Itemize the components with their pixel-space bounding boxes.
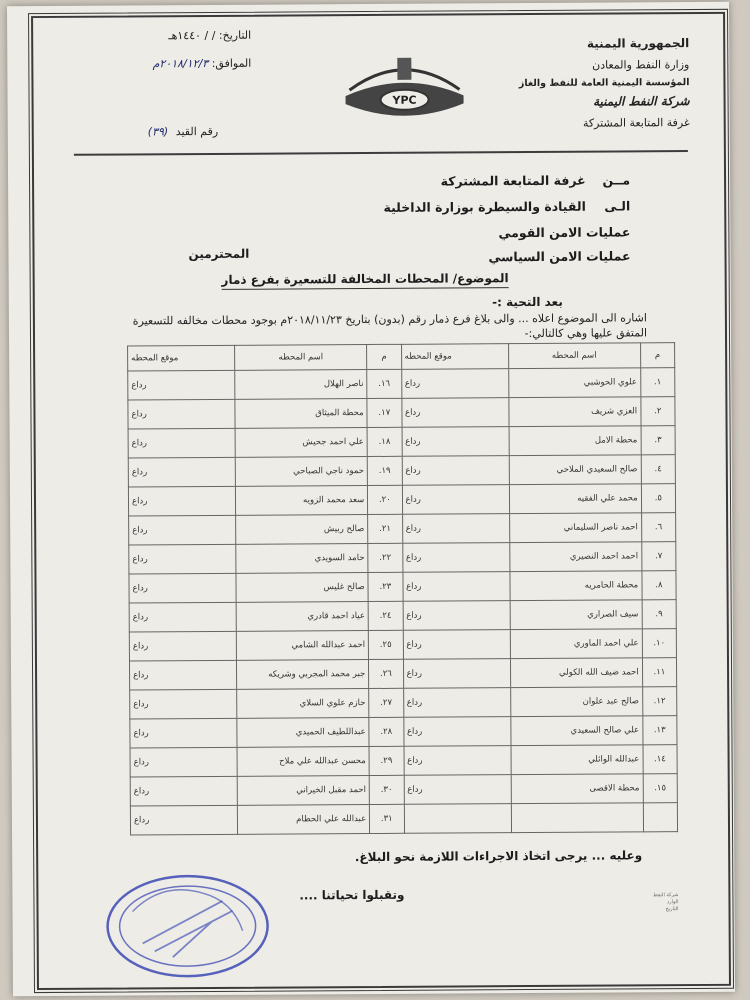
- stations-table: [127, 342, 678, 835]
- row-name-right: علوي الحوشبي: [508, 368, 640, 398]
- row-name-left: احمد عبدالله الشامي: [236, 631, 368, 661]
- row-loc-left: رداع: [130, 805, 237, 835]
- table-row: [128, 426, 675, 458]
- row-no-right: ١٥.: [643, 774, 677, 803]
- row-no-left: ٢٥.: [369, 630, 403, 659]
- row-name-left: ناصر الهلال: [235, 370, 367, 400]
- row-name-right: محطة الاقصى: [511, 774, 643, 804]
- row-loc-right: رداع: [401, 369, 508, 399]
- table-row: [128, 455, 675, 487]
- row-name-left: حمود ناجي الصباحي: [235, 457, 367, 487]
- row-loc-right: رداع: [402, 485, 509, 515]
- row-name-left: محسن عبدالله علي ملاح: [237, 747, 369, 777]
- row-loc-right: رداع: [401, 398, 508, 428]
- row-name-right: علي احمد الماوري: [510, 629, 642, 659]
- row-no-left: ١٧.: [367, 398, 401, 427]
- table-row: [128, 368, 675, 400]
- row-loc-right: رداع: [402, 543, 509, 573]
- row-loc-right: رداع: [403, 688, 510, 718]
- row-name-right: سيف الصراري: [510, 600, 642, 630]
- row-no-right: ١٢.: [642, 687, 676, 716]
- table-row: [129, 658, 676, 690]
- letterhead-left: [71, 27, 251, 74]
- header-no-left: م: [367, 344, 401, 369]
- row-name-left: علي احمد جحيش: [235, 428, 367, 458]
- corporation-name: المؤسسة اليمنية العامة للنفط والغاز: [518, 77, 690, 90]
- row-loc-right: رداع: [402, 572, 509, 602]
- row-loc-left: رداع: [129, 660, 236, 690]
- room-name: غرفة المتابعة المشتركة: [582, 116, 690, 130]
- row-no-right: ٤.: [641, 455, 675, 484]
- row-no-right: [643, 803, 677, 832]
- date-greg-label: الموافق:: [211, 56, 252, 70]
- row-no-right: ٢.: [641, 397, 675, 426]
- row-loc-right: رداع: [403, 659, 510, 689]
- row-no-left: ٢٦.: [369, 659, 403, 688]
- row-name-left: جبر محمد المجربي وشريكه: [237, 660, 369, 690]
- row-name-right: احمد احمد النصيري: [509, 542, 641, 572]
- row-name-right: علي صالح السعيدي: [510, 716, 642, 746]
- row-loc-left: رداع: [130, 689, 237, 719]
- row-name-right: عبدالله الوائلي: [511, 745, 643, 775]
- row-no-right: ٧.: [641, 542, 675, 571]
- republic-title: الجمهورية اليمنية: [586, 36, 690, 51]
- table-row: [129, 600, 676, 632]
- row-name-left: صالح ربيش: [236, 515, 368, 545]
- row-name-right: صالح السعيدي الملاحي: [509, 455, 641, 485]
- row-name-right: محطة الحامريه: [510, 571, 642, 601]
- from-label: مــن: [602, 172, 631, 188]
- date-hijri: التاريخ: / / ١٤٤٠هـ: [168, 28, 252, 43]
- row-no-left: ٢٠.: [368, 485, 402, 514]
- row-no-right: ١٠.: [642, 629, 676, 658]
- row-no-left: ٣٠.: [369, 775, 403, 804]
- row-no-left: ١٩.: [367, 456, 401, 485]
- row-no-right: ١.: [640, 368, 674, 397]
- row-no-left: ٢٩.: [369, 746, 403, 775]
- from-line: [441, 172, 631, 188]
- table-row: [130, 803, 677, 835]
- row-loc-right: رداع: [402, 514, 509, 544]
- row-loc-right: رداع: [402, 456, 509, 486]
- table-row: [129, 571, 676, 603]
- header-name-right: اسم المحطه: [508, 343, 640, 369]
- row-no-right: ١١.: [642, 658, 676, 687]
- row-no-right: ٣.: [641, 426, 675, 455]
- row-loc-left: رداع: [129, 544, 236, 574]
- row-no-right: ١٣.: [643, 716, 677, 745]
- row-loc-left: رداع: [128, 399, 235, 429]
- row-loc-right: رداع: [403, 601, 510, 631]
- row-name-right: محطة الامل: [509, 426, 641, 456]
- logo-text: YPC: [392, 93, 417, 107]
- row-loc-right: رداع: [404, 775, 511, 805]
- table-row: [130, 716, 677, 748]
- row-name-left: سعد محمد الزويه: [236, 486, 368, 516]
- row-no-left: ٢٢.: [368, 543, 402, 572]
- row-loc-right: رداع: [402, 427, 509, 457]
- table-row: [130, 687, 677, 719]
- row-loc-left: رداع: [130, 718, 237, 748]
- row-no-left: ١٨.: [367, 427, 401, 456]
- row-loc-left: رداع: [129, 631, 236, 661]
- row-name-right: العزي شريف: [509, 397, 641, 427]
- row-loc-left: رداع: [129, 573, 236, 603]
- row-loc-left: رداع: [128, 370, 235, 400]
- row-no-right: ٨.: [642, 571, 676, 600]
- table-row: [130, 774, 677, 806]
- recipient-4: عمليات الامن السياسي: [488, 248, 631, 265]
- table-header-row: [128, 343, 675, 371]
- subject-line: الموضوع/ المحطات المخالفة للتسعيرة بفرع ذمار: [221, 271, 508, 290]
- table-row: [129, 629, 676, 661]
- row-name-right: احمد ضيف الله الكولي: [510, 658, 642, 688]
- reference-label: رقم القيد: [175, 124, 219, 139]
- row-no-right: ٦.: [641, 513, 675, 542]
- row-loc-right: رداع: [403, 630, 510, 660]
- row-name-right: احمد ناصر السليماني: [509, 513, 641, 543]
- row-no-right: ٥.: [641, 484, 675, 513]
- closing-request: وعليه ... يرجى اتخاذ الاجراءات اللازمة نحو البلاغ.: [354, 848, 643, 865]
- row-loc-left: رداع: [129, 602, 236, 632]
- from-value: غرفة المتابعة المشتركة: [440, 172, 586, 189]
- recipient-3: عمليات الامن القومي: [498, 224, 631, 241]
- row-name-left: احمد مقبل الخيراني: [237, 776, 369, 806]
- row-name-right: صالح عبد علوان: [510, 687, 642, 717]
- row-no-left: ٢٧.: [369, 688, 403, 717]
- table-row: [128, 484, 675, 516]
- to-label: الـى: [604, 198, 631, 214]
- header-loc-left: موقع المحطه: [128, 345, 235, 371]
- header-name-left: اسم المحطه: [235, 345, 367, 371]
- row-no-right: ١٤.: [643, 745, 677, 774]
- row-name-right: محمد علي الفقيه: [509, 484, 641, 514]
- row-loc-left: رداع: [129, 515, 236, 545]
- header-no-right: م: [640, 343, 674, 368]
- row-name-left: صالح غليس: [236, 573, 368, 603]
- row-loc-left: رداع: [128, 457, 235, 487]
- ypc-logo: [339, 49, 469, 130]
- table-row: [129, 542, 676, 574]
- row-no-left: ١٦.: [367, 369, 401, 398]
- table-row: [130, 745, 677, 777]
- row-name-left: عياد احمد قادري: [236, 602, 368, 632]
- letterhead-right: [489, 32, 690, 135]
- row-name-left: حامد السويدي: [236, 544, 368, 574]
- row-loc-left: رداع: [130, 747, 237, 777]
- row-loc-left: رداع: [128, 428, 235, 458]
- reference-number: [148, 125, 218, 138]
- greeting: بعد التحية :-: [492, 294, 563, 310]
- company-name: شركة النفط اليمنية: [593, 94, 690, 109]
- table-row: [128, 397, 675, 429]
- official-stamp: [102, 871, 273, 982]
- table-row: [129, 513, 676, 545]
- row-no-left: ٣١.: [370, 804, 404, 833]
- ministry-name: وزارة النفط والمعادن: [592, 58, 690, 72]
- receipt-stamp: شركة النفط الوارد التاريخ: [653, 892, 679, 913]
- row-name-left: عبدالله علي الحطام: [238, 805, 370, 835]
- row-name-left: عبداللطيف الحميدي: [237, 718, 369, 748]
- row-name-left: حازم علوي السلاي: [237, 689, 369, 719]
- row-loc-right: رداع: [403, 717, 510, 747]
- row-name-right: [511, 803, 643, 833]
- row-no-left: ٢٤.: [368, 601, 402, 630]
- to-line: [383, 198, 630, 215]
- closing-regards: وتقبلوا تحياتنا ....: [299, 887, 405, 903]
- to-value: القيادة والسيطرة بوزارة الداخلية: [383, 198, 586, 215]
- body-paragraph: اشاره الى الموضوع اعلاه ... والى بلاغ فرع ذمار رقم (بدون) بتاريخ ٢٠١٨/١١/٢٣م بوجود محطات مخالفه للتسعيرة المتفق عليها وهي كالتالي:-: [132, 311, 648, 341]
- document-page: [7, 2, 735, 996]
- row-loc-left: رداع: [130, 776, 237, 806]
- header-loc-right: موقع المحطه: [401, 344, 508, 370]
- row-name-left: محطة الميثاق: [235, 399, 367, 429]
- reference-value: (٣٩): [147, 125, 169, 139]
- row-no-left: ٢١.: [368, 514, 402, 543]
- row-no-right: ٩.: [642, 600, 676, 629]
- row-loc-right: رداع: [404, 746, 511, 776]
- row-loc-left: رداع: [128, 486, 235, 516]
- respect-label: المحترمين: [188, 246, 250, 262]
- row-no-left: ٢٨.: [369, 717, 403, 746]
- row-loc-right: [404, 804, 511, 834]
- date-greg-value: ٢٠١٨/١٢/٣م: [152, 56, 209, 71]
- row-no-left: ٢٣.: [368, 572, 402, 601]
